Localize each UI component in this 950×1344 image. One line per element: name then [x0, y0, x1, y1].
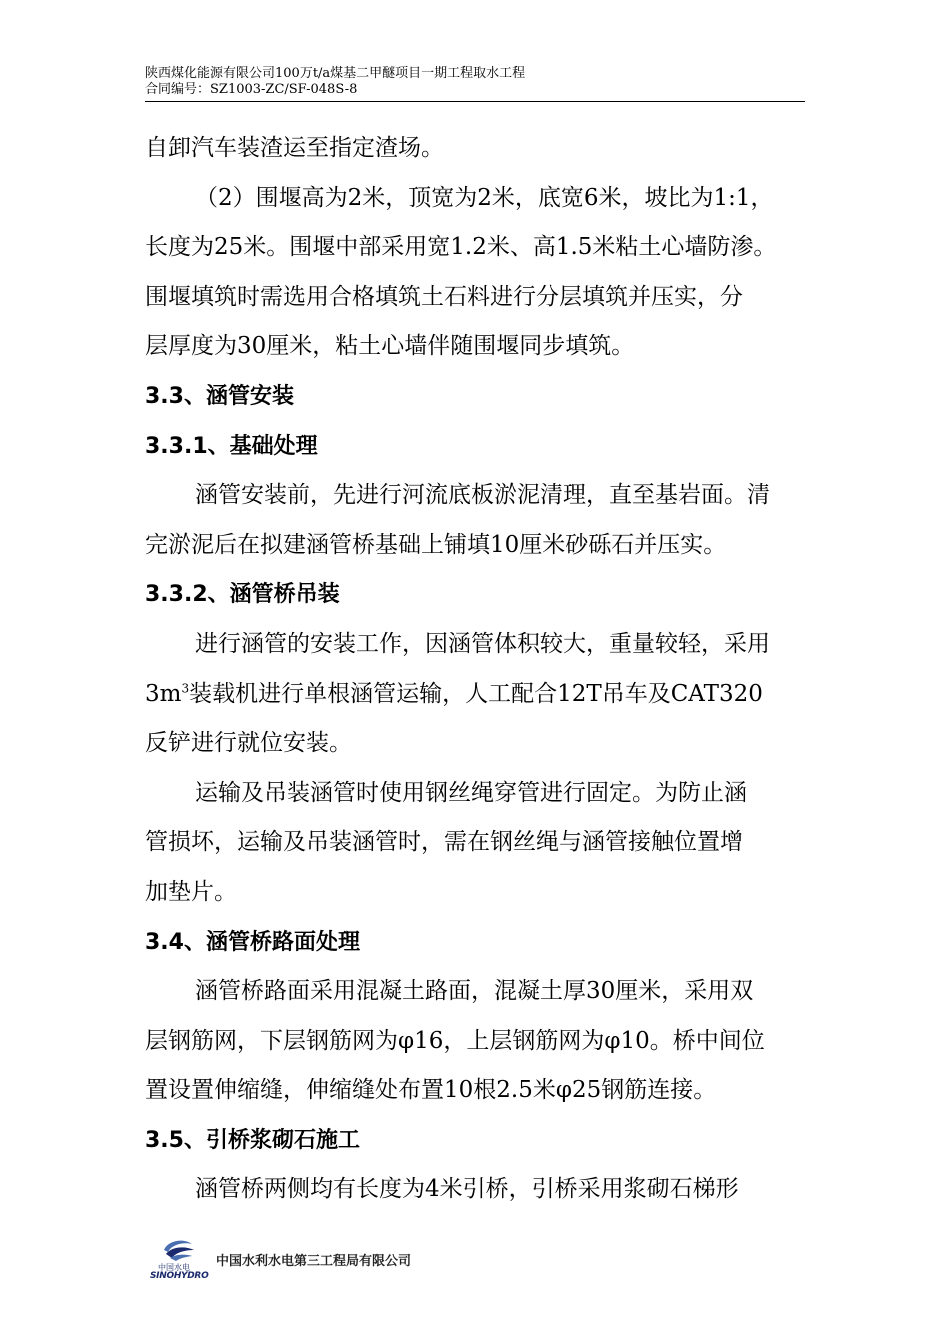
unit-text: 3m [145, 680, 182, 707]
paragraph-line: 长度为25米。围堰中部采用宽1.2米、高1.5米粘土心墙防渗。 [145, 234, 777, 261]
paragraph-line: 进行涵管的安装工作，因涵管体积较大，重量较轻，采用 [195, 630, 770, 657]
section-heading: 3.4、涵管桥路面处理 [145, 929, 360, 955]
page-header [145, 66, 805, 98]
logo-chinese-text: 中国水电 [158, 1263, 190, 1272]
section-heading: 3.3.2、涵管桥吊装 [145, 582, 340, 608]
paragraph-line: 涵管桥两侧均有长度为4米引桥，引桥采用浆砌石梯形 [195, 1176, 739, 1203]
header-project-title: 陕西煤化能源有限公司100万t/a煤基二甲醚项目一期工程取水工程 [145, 66, 526, 81]
logo-english-text: SINOHYDRO [150, 1271, 209, 1281]
superscript: 3 [181, 680, 190, 695]
sinohydro-logo-icon [150, 1236, 208, 1282]
paragraph-line: 层厚度为30厘米，粘土心墙伴随围堰同步填筑。 [145, 333, 635, 360]
header-divider [145, 101, 805, 102]
paragraph-line: 运输及吊装涵管时使用钢丝绳穿管进行固定。为防止涵 [195, 779, 747, 806]
paragraph-line: （2）围堰高为2米，顶宽为2米，底宽6米，坡比为1:1， [195, 184, 774, 211]
paragraph-line: 涵管安装前，先进行河流底板淤泥清理，直至基岩面。清 [195, 482, 770, 509]
company-name: 中国水利水电第三工程局有限公司 [216, 1253, 412, 1269]
section-heading: 3.5、引桥浆砌石施工 [145, 1127, 360, 1153]
logo-mark-icon [150, 1236, 208, 1264]
paragraph-line: 管损坏，运输及吊装涵管时，需在钢丝绳与涵管接触位置增 [145, 829, 743, 856]
section-heading: 3.3.1、基础处理 [145, 433, 318, 459]
paragraph-line: 自卸汽车装渣运至指定渣场。 [145, 135, 444, 161]
paragraph-line: 完淤泥后在拟建涵管桥基础上铺填10厘米砂砾石并压实。 [145, 531, 727, 558]
paragraph-line: 围堰填筑时需选用合格填筑土石料进行分层填筑并压实，分 [145, 283, 743, 310]
page-footer [150, 1236, 411, 1282]
section-heading: 3.3、涵管安装 [145, 383, 294, 409]
paragraph-line: 层钢筋网，下层钢筋网为φ16，上层钢筋网为φ10。桥中间位 [145, 1027, 765, 1054]
paragraph-line: 置设置伸缩缝，伸缩缝处布置10根2.5米φ25钢筋连接。 [145, 1077, 717, 1104]
header-contract-number: 合同编号：SZ1003-ZC/SF-048S-8 [145, 82, 358, 97]
paragraph-text: 装载机进行单根涵管运输，人工配合12T吊车及CAT320 [189, 680, 763, 707]
paragraph-line: 加垫片。 [145, 878, 237, 905]
paragraph-line [145, 670, 810, 720]
paragraph-line: 反铲进行就位安装。 [145, 730, 352, 757]
paragraph-line: 涵管桥路面采用混凝土路面，混凝土厚30厘米，采用双 [195, 978, 754, 1005]
document-body [145, 124, 810, 1215]
